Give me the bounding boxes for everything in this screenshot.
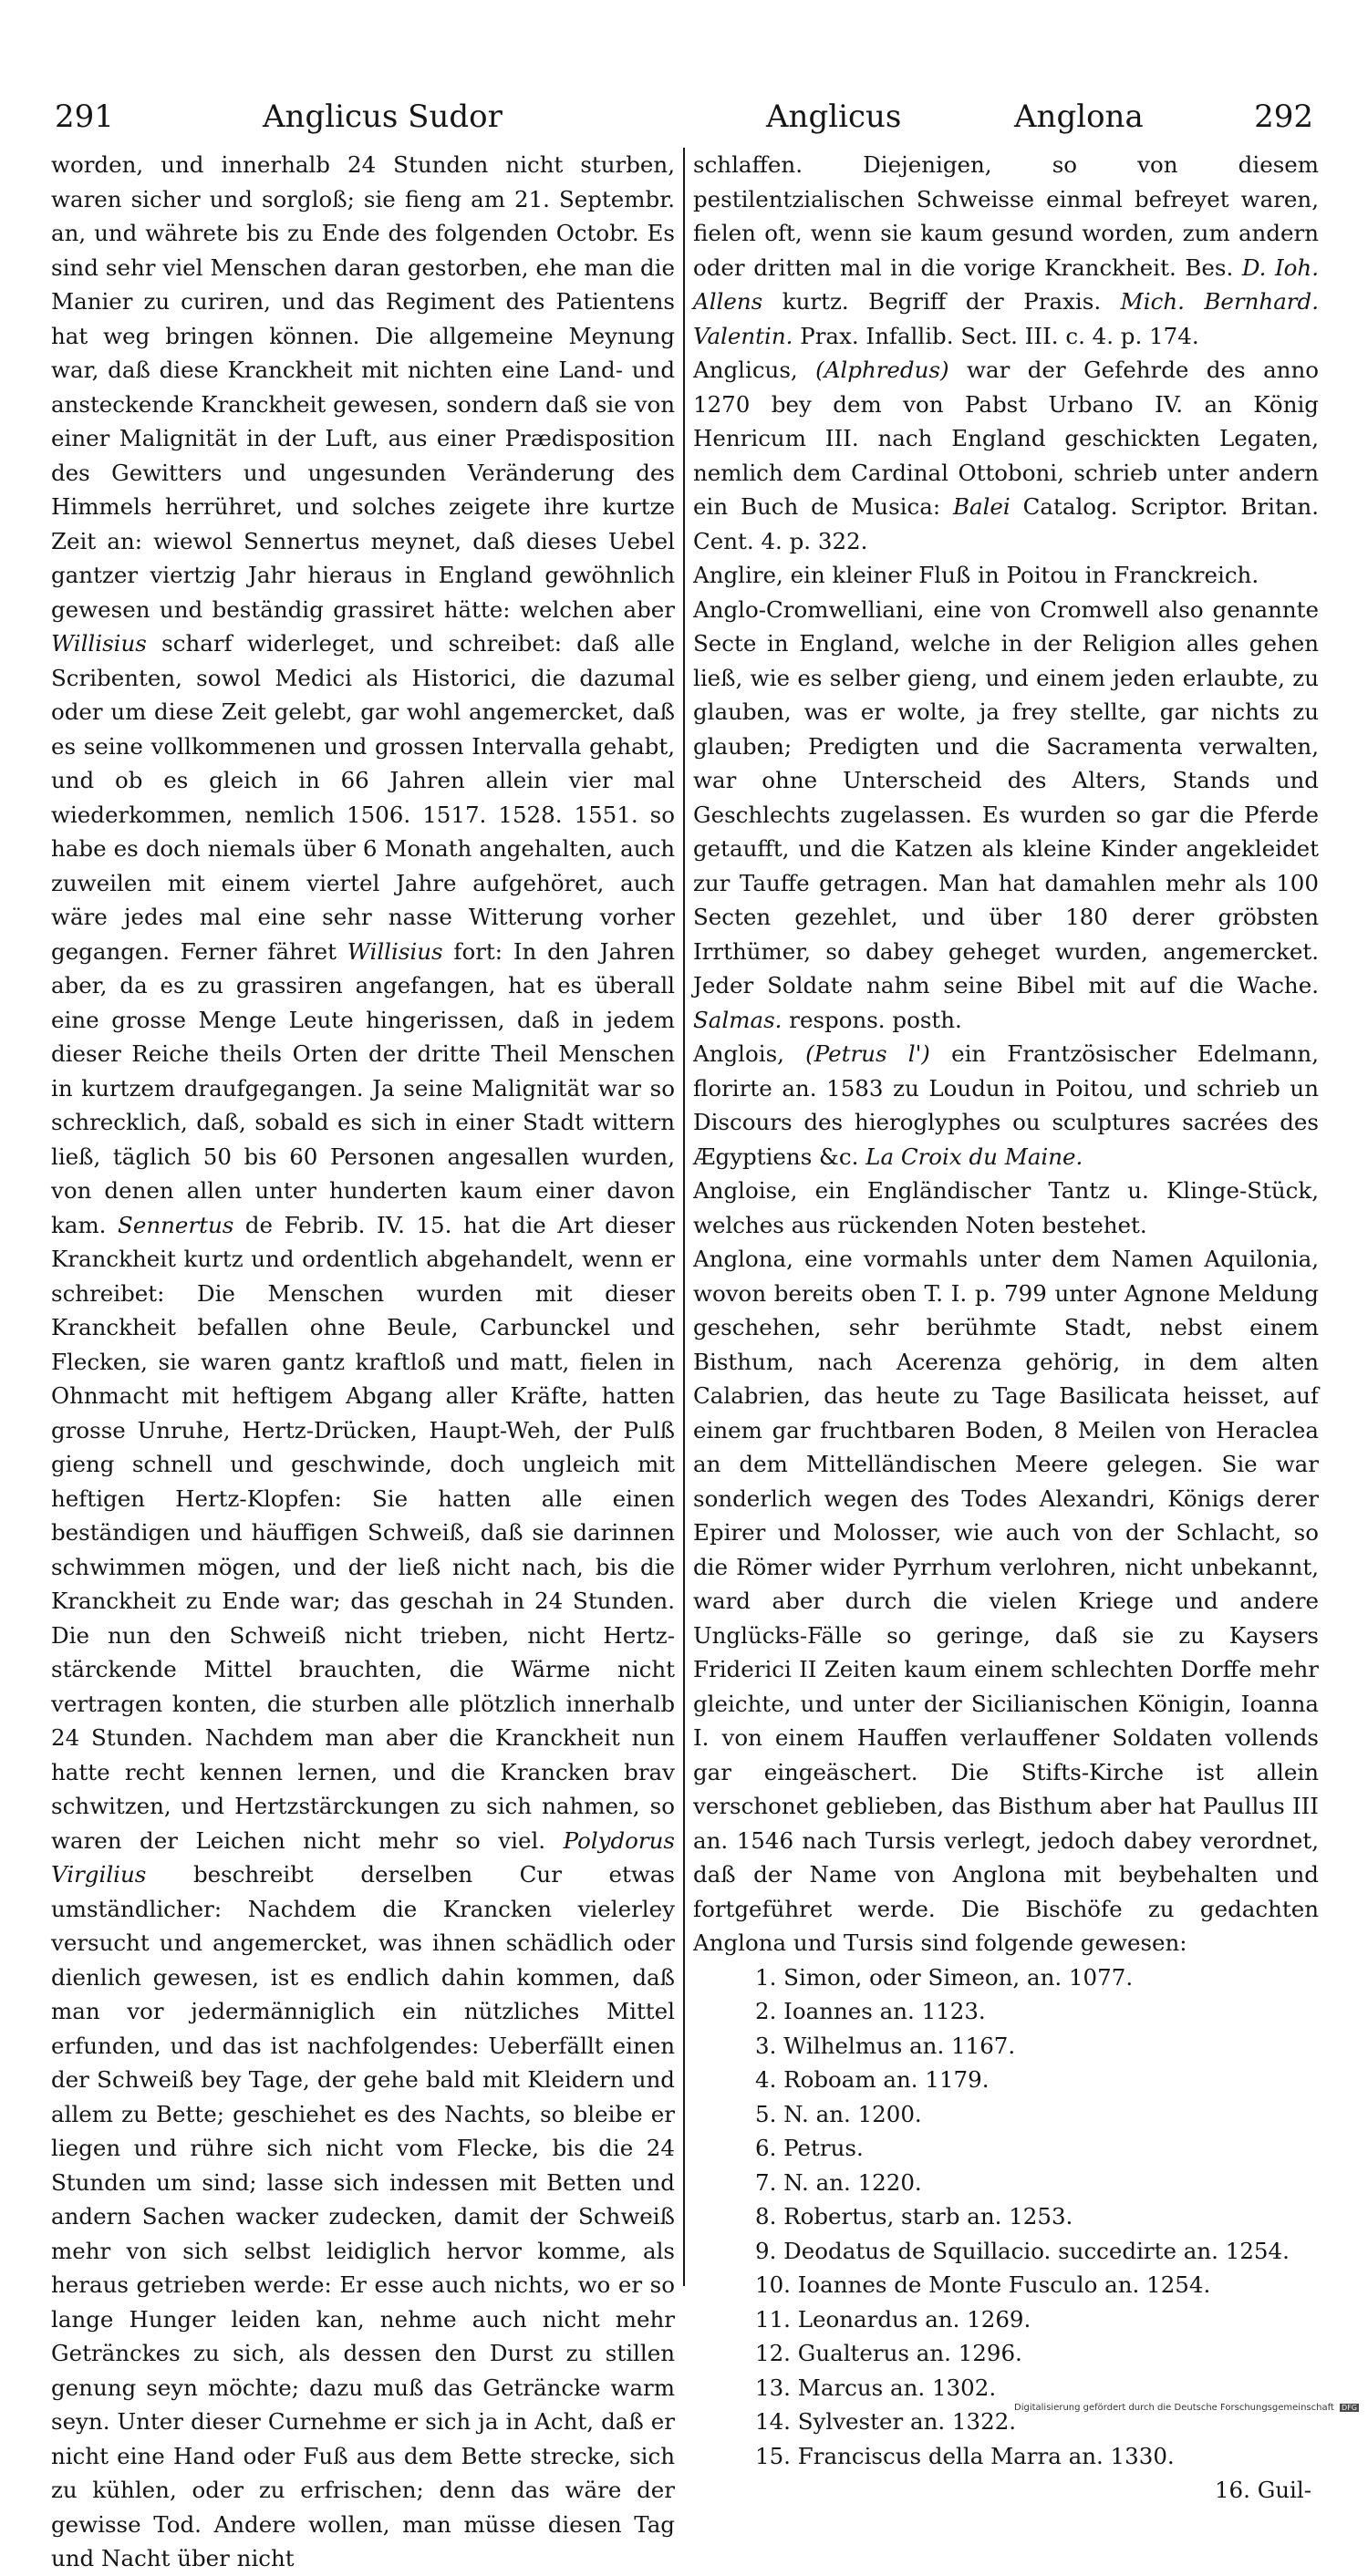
headword: Anglona, <box>693 1246 793 1272</box>
entry-anglona <box>693 1242 1319 1960</box>
credit-text: Digitalisierung gefördert durch die Deutsche Forschungsgemeinschaft <box>1014 2403 1334 2413</box>
right-column <box>693 148 1319 2508</box>
citation: Mich. Bernhard. Valentin. <box>693 288 1319 349</box>
page-number-right: 292 <box>1254 98 1313 135</box>
entry-text: worden, und innerhalb 24 Stunden nicht sturben, waren sicher und sorgloß; sie fieng am 21. Septembr. an, und währete bis zu Ende des folgenden Octobr. Es sind sehr viel Menschen daran gestorben, ehe man die Manier zu curiren, und das Regiment des Patientens hat weg bringen können. Die allgemeine Meynung war, daß diese Kranckheit mit nichten eine Land- und ansteckende Kranckheit gewesen, sondern daß sie von einer Malignität in der Luft, aus einer Prædisposition des Gewitters und ungesunden Veränderung des Himmels herrühret, und solches zeigete ihre kurtze Zeit an: wiewol Sennertus meynet, daß dieses Uebel gantzer viertzig Jahr hieraus in England gewöhnlich gewesen und beständig grassiret hätte: welchen aber <box>51 151 675 623</box>
entry-text: kurtz. Begriff der Praxis. <box>782 288 1102 315</box>
bishop-list <box>755 1960 1319 2474</box>
header-left-title: Anglicus Sudor <box>263 98 503 135</box>
citation: Willisius <box>347 937 443 965</box>
headword: Anglois, <box>693 1040 784 1067</box>
list-item: 6. Petrus. <box>755 2135 864 2161</box>
list-item: 13. Marcus an. 1302. <box>755 2374 997 2401</box>
list-item: 5. N. an. 1200. <box>755 2100 922 2127</box>
person-name: (Alphredus) <box>815 357 949 383</box>
list-item: 2. Ioannes an. 1123. <box>755 1998 986 2024</box>
entry-text: schlaffen. Diejenigen, so von diesem pestilentzialischen Schweisse einmal befreyet waren, fielen oft, wenn sie kaum gesund worden, zum andern oder dritten mal in die vorige Kranckheit. Bes. <box>693 151 1319 281</box>
headword: Anglo-Cromwelliani, <box>693 595 925 623</box>
citation: Balei <box>952 493 1010 520</box>
citation: Sennertus <box>118 1211 234 1238</box>
list-item: 9. Deodatus de Squillacio. succedirte an. 1254. <box>755 2237 1290 2264</box>
entry-text: Angloise, ein Engländischer Tantz u. Klinge-Stück, welches aus rückenden Noten bestehet. <box>693 1177 1319 1238</box>
catchword: 16. Guil- <box>1214 2477 1311 2503</box>
list-item: 8. Robertus, starb an. 1253. <box>755 2203 1073 2229</box>
entry-text: beschreibt derselben Cur etwas umständlicher: Nachdem die Krancken vielerley versucht und angemercket, was ihnen schädlich oder dienlich gewesen, ist es endlich dahin kommen, daß man vor jedermänniglich ein nützliches Mittel erfunden, und das ist nachfolgendes: Ueberfällt einen der Schweiß bey Tage, der gehe bald mit Kleidern und allem zu Bette; geschiehet es des Nachts, so bleibe er liegen und rühre sich nicht vom Flecke, bis die 24 Stunden um sind; lasse sich indessen mit Betten und andern Sachen wacker zudecken, damit der Schweiß mehr von sich selbst leidiglich hervor komme, als heraus getrieben werde: Er esse auch nichts, wo er so lange Hunger leiden kan, nehme auch nicht mehr Getränckes zu sich, als dessen den Durst zu stillen genung seyn möchte; dazu muß das Geträncke warm seyn. Unter dieser Curnehme er sich ja in Acht, daß er nicht eine Hand oder Fuß aus dem Bette strecke, sich zu kühlen, oder zu erfrischen; denn das wäre der gewisse Tod. Andere wollen, man müsse diesen Tag und Nacht über nicht <box>51 1861 675 2571</box>
entry-text: respons. posth. <box>789 1006 962 1033</box>
entry-anglire <box>693 558 1319 593</box>
list-item: 3. Wilhelmus an. 1167. <box>755 2032 1016 2059</box>
entry-angloise <box>693 1174 1319 1242</box>
left-column <box>51 148 675 2576</box>
citation: Willisius <box>51 630 147 657</box>
entry-text: Catalog. Scriptor. Britan. Cent. 4. p. 322. <box>693 493 1319 554</box>
entry-text: ein Frantzösischer Edelmann, florirte an. 1583 zu Loudun in Poitou, und schrieb un Discours des hieroglyphes ou sculptures sacrées des Ægyptiens &c. <box>693 1040 1319 1170</box>
list-item: 4. Roboam an. 1179. <box>755 2066 990 2093</box>
headword: Anglicus, <box>693 357 798 383</box>
entry-text: Anglire, ein kleiner Fluß in Poitou in Franckreich. <box>693 562 1259 588</box>
list-item: 1. Simon, oder Simeon, an. 1077. <box>755 1963 1134 1991</box>
header-center-title: Anglicus <box>766 98 902 135</box>
entry-anglois <box>693 1037 1319 1174</box>
entry-text: war der Gefehrde des anno 1270 bey dem von Pabst Urbano IV. an König Henricum III. nach England geschickten Legaten, nemlich dem Cardinal Ottoboni, schrieb unter andern ein Buch de Musica: <box>693 357 1319 520</box>
column-divider <box>683 148 685 2286</box>
entry-text: scharf widerleget, und schreibet: daß alle Scribenten, sowol Medici als Historici, die dazumal oder um diese Zeit gelebt, gar wohl angemercket, daß es seine vollkommenen und grossen Intervalla gehabt, und ob es gleich in 66 Jahren allein vier mal wiederkommen, nemlich 1506. 1517. 1528. 1551. so habe es doch niemals über 6 Monath angehalten, auch zuweilen mit einem viertel Jahre aufgehöret, auch wäre jedes mal eine sehr nasse Witterung vorher gegangen. Ferner fähret <box>51 630 675 965</box>
list-item: 10. Ioannes de Monte Fusculo an. 1254. <box>755 2271 1211 2298</box>
entry-text: Prax. Infallib. Sect. III. c. 4. p. 174. <box>800 322 1199 349</box>
entry-text: de Febrib. IV. 15. hat die Art dieser Kranckheit kurtz und ordentlich abgehandelt, wenn er schreibet: Die Menschen wurden mit dieser Kranckheit befallen ohne Beule, Carbunckel und Flecken, sie waren gantz kraftloß und matt, fielen in Ohnmacht mit heftigem Abgang aller Kräfte, hatten grosse Unruhe, Hertz-Drücken, Haupt-Weh, der Pulß gieng schnell und geschwinde, doch ungleich mit heftigen Hertz-Klopfen: Sie hatten alle einen beständigen und häuffigen Schweiß, daß sie darinnen schwimmen mögen, und der ließ nicht nach, bis die Kranckheit zu Ende war; das geschah in 24 Stunden. Die nun den Schweiß nicht trieben, nicht Hertz-stärckende Mittel brauchten, die Wärme nicht vertragen konten, die sturben alle plötzlich innerhalb 24 Stunden. Nachdem man aber die Kranckheit nun hatte recht kennen lernen, und die Krancken brav schwitzen, und Hertzstärckungen zu sich nahmen, so waren der Leichen nicht mehr so viel. <box>51 1211 675 1854</box>
page-number-left: 291 <box>55 98 114 135</box>
citation: La Croix du Maine. <box>865 1143 1083 1170</box>
person-name: (Petrus l') <box>805 1040 930 1067</box>
running-header <box>55 98 1313 144</box>
list-item: 12. Gualterus an. 1296. <box>755 2340 1022 2366</box>
entry-text: eine von Cromwell also genannte Secte in England, welche in der Religion alles gehen ließ, wie es selber gieng, und einem jeden erlaubte, zu glauben, was er wolte, ja frey stellte, gar nichts zu glauben; Predigten und die Sacramenta verwalten, war ohne Unterscheid des Alters, Stands und Geschlechts zugelassen. Es wurden so gar die Pferde getaufft, und die Katzen als kleine Kinder angekleidet zur Tauffe getragen. Man hat damahlen mehr als 100 Secten gezehlet, und über 180 derer gröbsten Irrthümer, so dabey geheget wurden, angemercket. Jeder Soldate nahm seine Bibel mit auf die Wache. <box>693 595 1319 998</box>
entry-text: eine vormahls unter dem Namen Aquilonia, wovon bereits oben T. I. p. 799 unter Agnone Meldung geschehen, sehr berühmte Stadt, nebst einem Bisthum, nach Acerenza gehörig, in dem alten Calabrien, das heute zu Tage Basilicata heisset, auf einem gar fruchtbaren Boden, 8 Meilen von Heraclea an dem Mittelländischen Meere gelegen. Sie war sonderlich wegen des Todes Alexandri, Königs derer Epirer und Molosser, wie auch von der Schlacht, so die Römer wider Pyrrhum verlohren, nicht unbekannt, ward aber durch die vielen Kriege und andere Unglücks-Fälle so geringe, daß sie zu Kaysers Friderici II Zeiten kaum einem schlechten Dorffe mehr gleichte, und unter der Sicilianischen Königin, Ioanna I. von einem Hauffen verlauffener Soldaten vollends gar eingeäschert. Die Stifts-Kirche ist allein verschonet geblieben, das Bisthum aber hat Paullus III an. 1546 nach Tursis verlegt, jedoch dabey verordnet, daß der Name von Anglona mit beybehalten und fortgeführet werde. Die Bischöfe zu gedachten Anglona und Tursis sind folgende gewesen: <box>693 1246 1319 1956</box>
list-item: 15. Franciscus della Marra an. 1330. <box>755 2442 1175 2469</box>
entry-anglicus-sudor-end <box>693 148 1319 353</box>
citation: D. Ioh. Allens <box>693 253 1319 315</box>
entry-anglicus-sudor-continued <box>51 148 675 2576</box>
entry-anglo-cromwelliani <box>693 593 1319 1038</box>
citation: Salmas. <box>693 1006 782 1033</box>
dfg-logo: DFG <box>1342 2404 1357 2412</box>
list-item: 11. Leonardus an. 1269. <box>755 2305 1031 2333</box>
entry-anglicus <box>693 353 1319 558</box>
list-item: 14. Sylvester an. 1322. <box>755 2408 1017 2435</box>
header-right-title: Anglona <box>1014 98 1144 135</box>
list-item: 7. N. an. 1220. <box>755 2168 922 2196</box>
entry-text: fort: In den Jahren aber, da es zu grassiren angefangen, hat es überall eine grosse Menge Leute hingerissen, daß in jedem dieser Reiche theils Orten der dritte Theil Menschen in kurtzem draufgegangen. Ja seine Malignität war so schrecklich, daß, sobald es sich in einer Stadt wittern ließ, täglich 50 bis 60 Personen angesallen wurden, von denen allen unter hunderten kaum einer davon kam. <box>51 937 676 1238</box>
digitization-credit <box>1014 2403 1359 2413</box>
citation: Polydorus Virgilius <box>51 1826 675 1888</box>
